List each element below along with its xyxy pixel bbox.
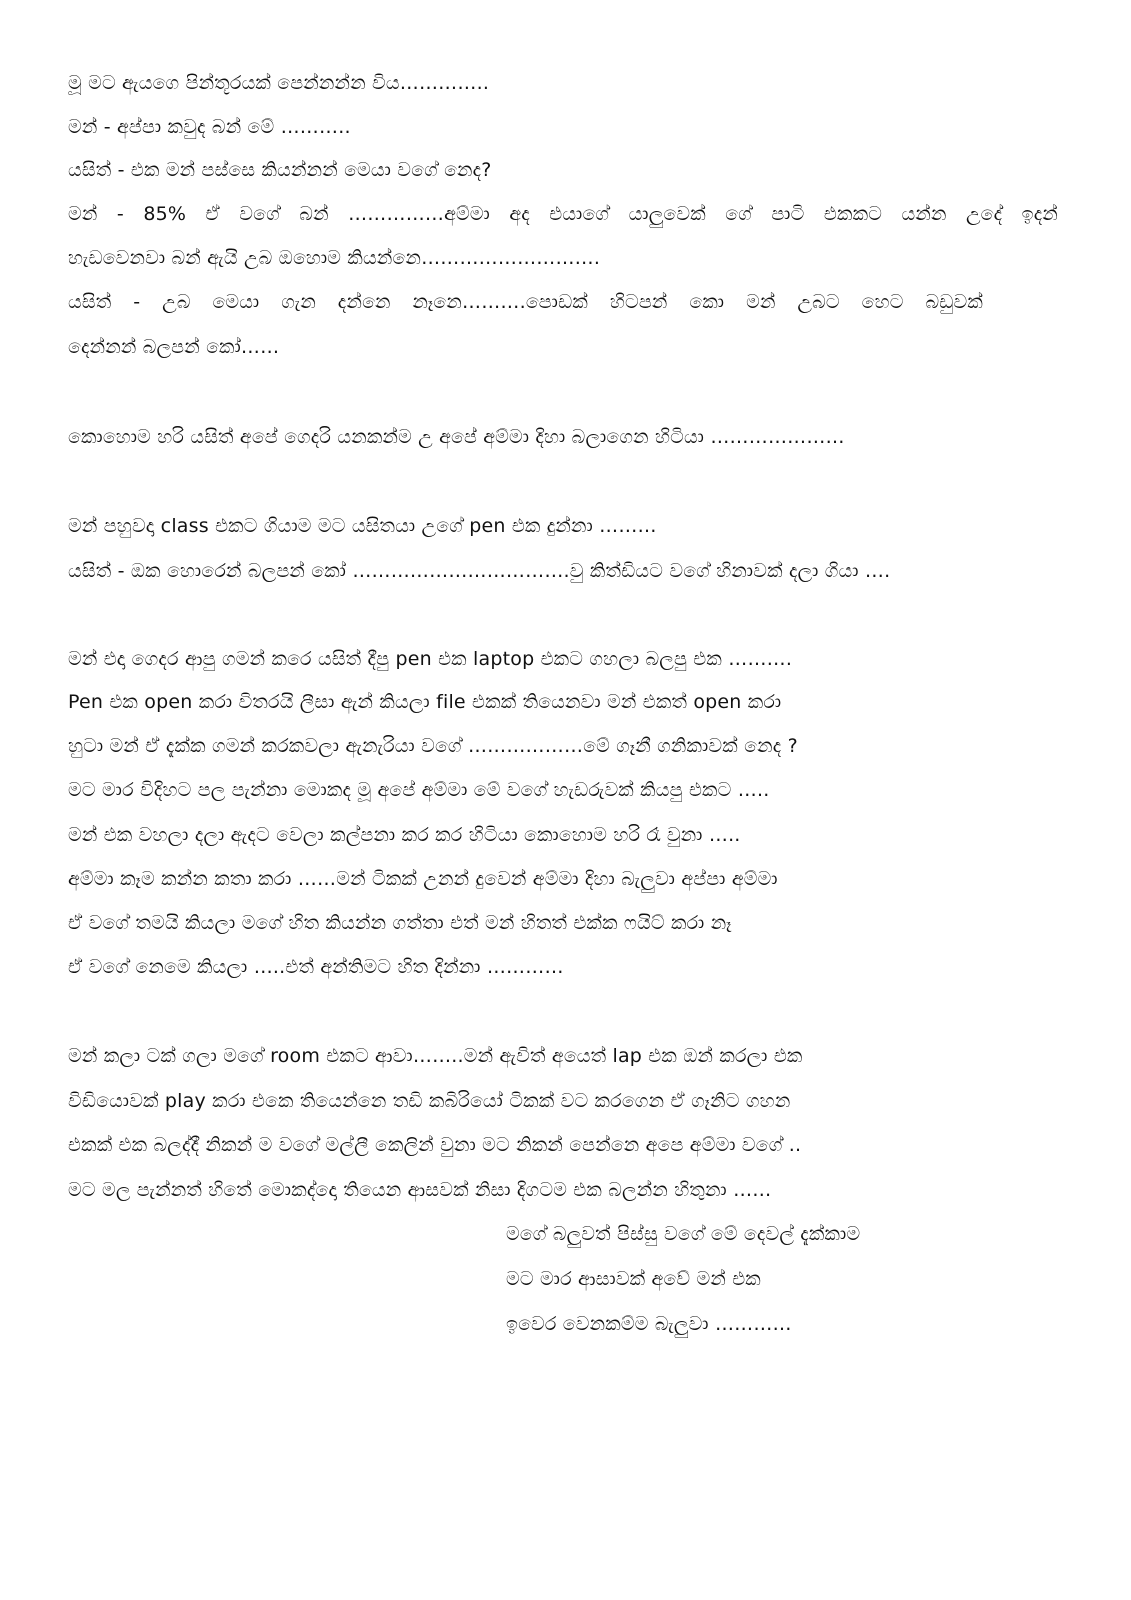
text-line: යසිත් - එක මන් පස්සෙ කියන්නන් මෙයා වගේ නෙද? [68,159,492,181]
text-line: ඉවෙර වෙනකම්ම බැලුවා ………… [506,1313,792,1335]
text-line: මන් එදා ගෙදර ආපු ගමන් කරෙ යසිත් දීපු pen එක laptop එකට ගහලා බලපු එක ………. [68,648,793,670]
text-line: මන් - අප්පා කවුද බන් මේ ……….. [68,116,351,138]
text-line: දෙන්නන් බලපන් කෝ…… [68,336,280,358]
text-line: අම්මා කෑම කන්න කතා කරා ……මන් ටිකක් උනන් දුවෙන් අම්මා දිහා බැලුවා අප්පා අම්මා [68,868,778,890]
text-line: මට මාර ආසාවක් අවේ මන් එක [506,1268,761,1290]
text-line: මන් පහුවදා class එකට ගියාම මට යසිතයා උගේ pen එක දුන්නා ……… [68,515,657,537]
text-line: මගේ බලුවත් පිස්සු වගේ මේ දෙවල් දැක්කාම [506,1223,861,1245]
text-line: කොහොම හරි යසිත් අපේ ගෙදරි යනකන්ම උ අපේ අම්මා දිහා බලාගෙන හිටියා ………………… [68,426,845,448]
text-line: යසිත් - ඔක හොරෙන් බලපන් කෝ …………………………….වු කිත්ඩියට වගේ හිනාවක් දලා ගියා …. [68,560,891,582]
text-line: මන් - 85% ඒ වගේ බන් ……………අම්මා අද එයාගේ යාලුවෙක් ගේ පාටි එකකට යන්න උදේ ඉදන් [68,203,1058,225]
text-line: මට මාර විදිහට පල පැන්නා මොකද මූ අපේ අම්මා මේ වගේ හැඩරුවක් කියපු එකට ….. [68,779,770,801]
text-line: හැඩවෙනවා බන් ඇයි උබ ඔහොම කියන්නෙ………………………. [68,247,601,269]
text-line: යසිත් - උබ මෙයා ගැන දන්නෙ නෑනෙ……….පොඩක් හිටපන් කො මන් උබට හෙට බඩුවක් [68,291,983,313]
text-line: එකක් එක බලද්දී නිකන් ම වගේ මල්ලී කෙලින් වුනා මට නිකන් පෙන්නෙ අපෙ අම්මා වගේ .. [68,1134,802,1156]
text-line: හුටා මන් ඒ දැක්ක ගමන් කරකවලා ඇනැරියා වගේ ………………මේ ගෑනී ගනිකාවක් නෙද ? [68,735,798,757]
text-line: විඩියොවක් play කරා එකෙ තියෙන්නෙ තඩි කබිරියෝ ටිකක් වට කරගෙන ඒ ගෑනිට ගහන [68,1090,791,1112]
text-line: මන් කලා ටක් ගලා මගේ room එකට ආවා……..මන් ඇවිත් අයෙත් lap එක ඔන් කරලා එක [68,1045,803,1067]
text-line: Pen එක open කරා විතරයි ලීසා ඇන් කියලා file එකක් තියෙනවා මන් එකත් open කරා [68,691,782,713]
text-line: ඒ වගේ නෙමෙ කියලා …..එත් අන්තිමට හිත දින්නා ………… [68,956,564,978]
text-line: මූ මට ඇයගෙ පින්තූරයක් පෙන්නන්න විය………….. [68,72,490,94]
text-line: මට මල පැන්නත් හිතේ මොකද්දො තියෙන ආසවක් නිසා දිගටම එක බලන්න හිතුනා …… [68,1179,772,1201]
text-line: ඒ වගේ තමයි කියලා මගේ හිත කියන්න ගත්තා එත් මන් හිතත් එක්ක ෆයිට් කරා නෑ [68,912,732,934]
text-line: මන් එක වහලා දලා ඇදට වෙලා කල්පනා කර කර හිටියා කොහොම හරි රෑ වුනා ….. [68,824,741,846]
